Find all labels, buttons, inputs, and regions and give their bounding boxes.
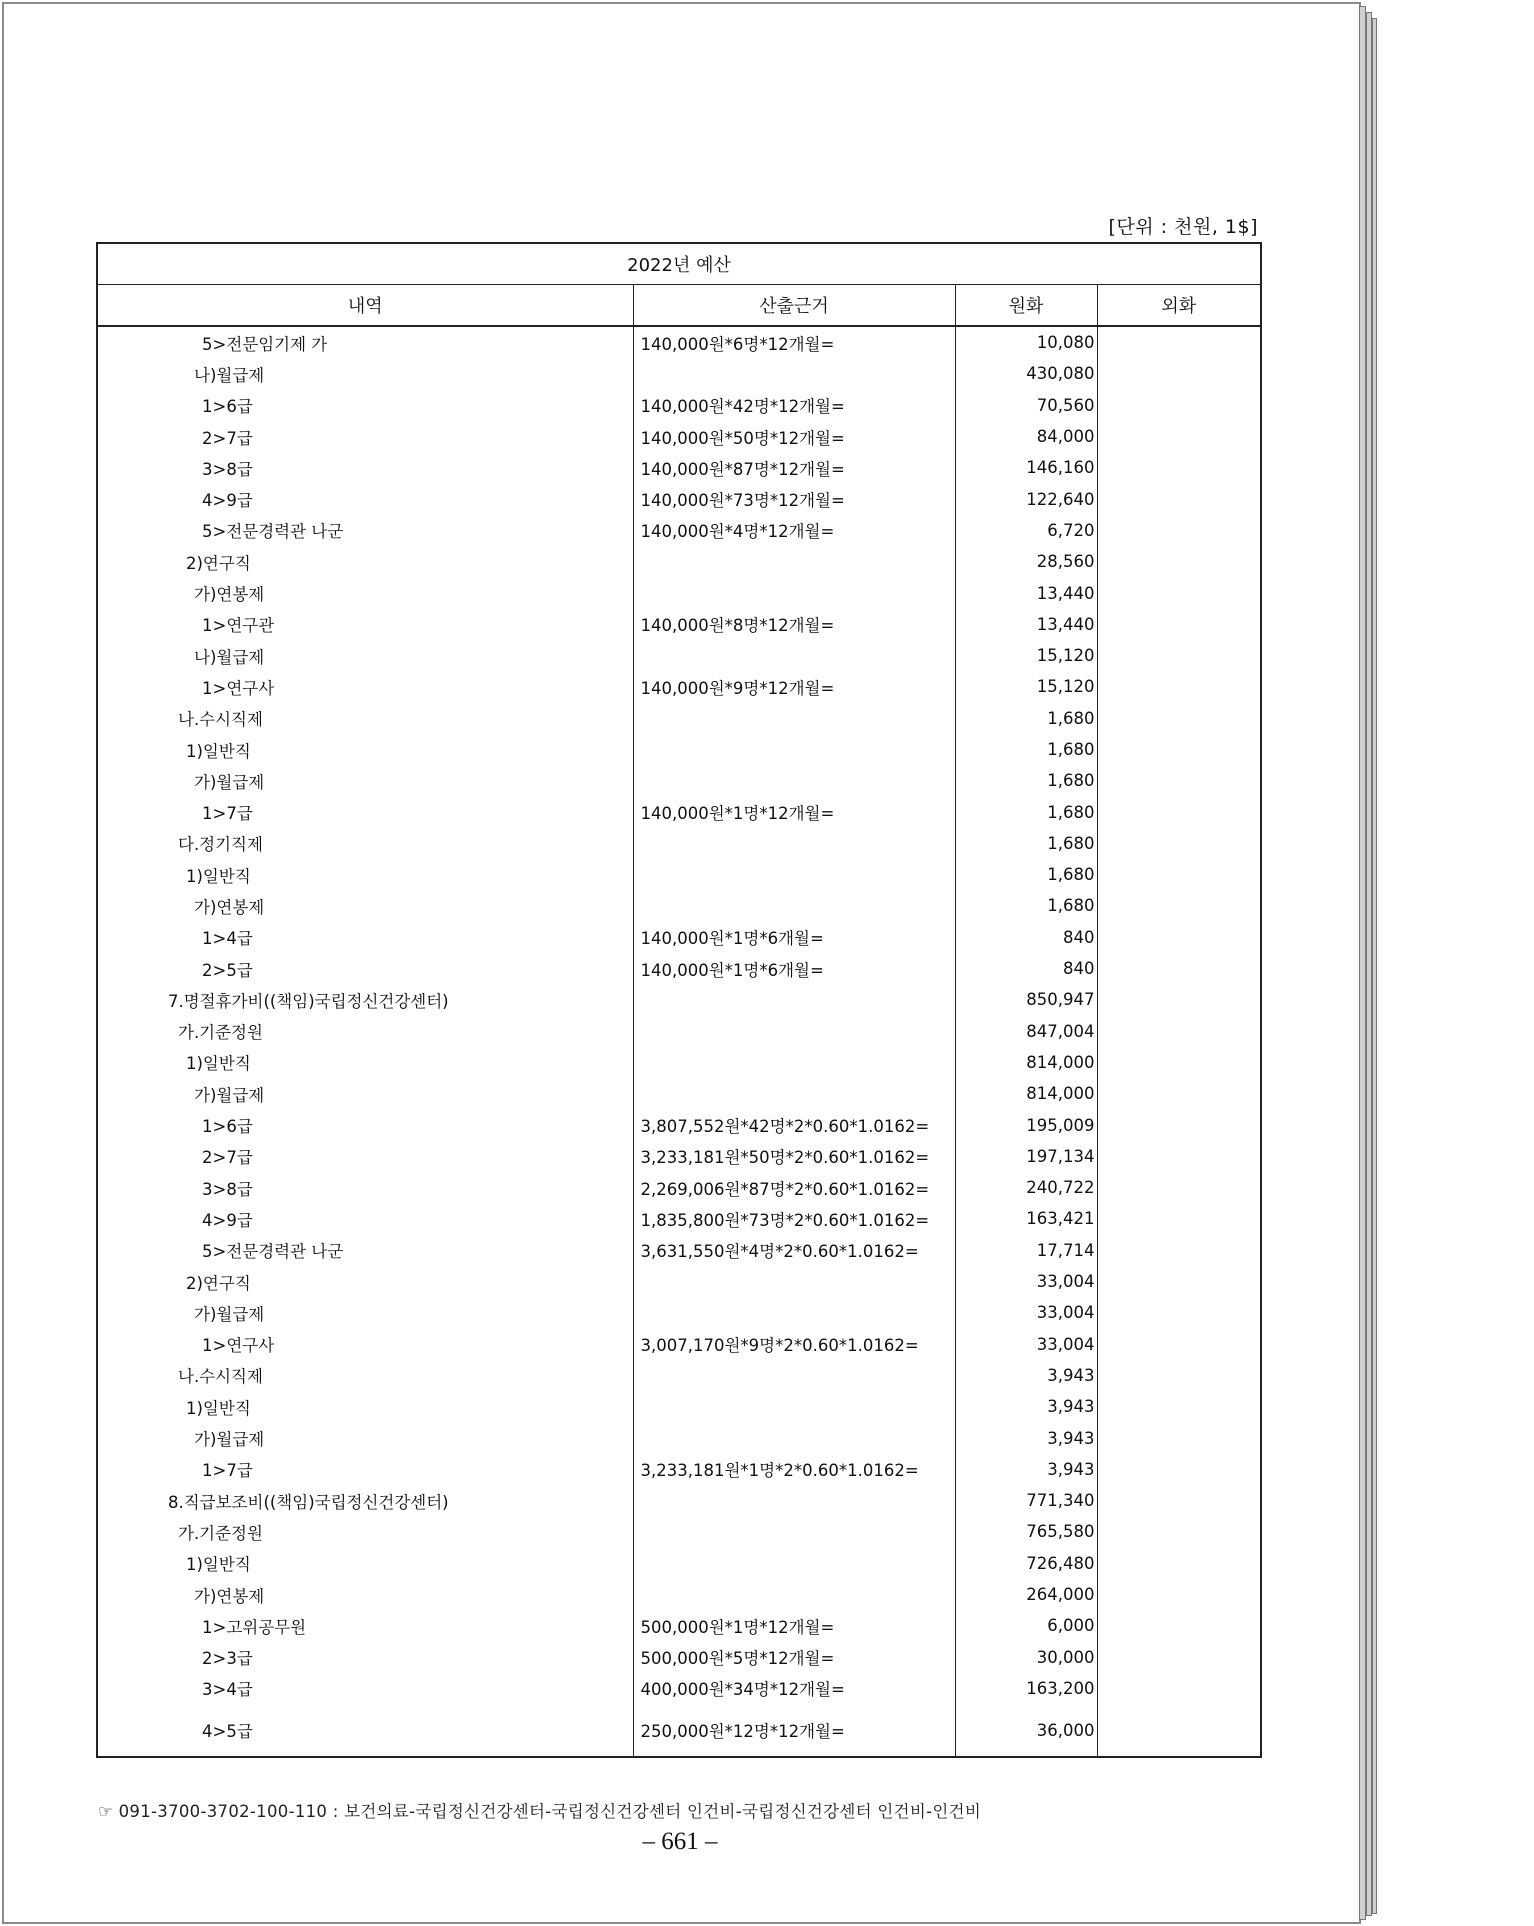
row-amount-foreign — [1097, 1235, 1261, 1266]
row-item-label: 가.기준정원 — [97, 1516, 633, 1547]
row-item-label: 가.기준정원 — [97, 1016, 633, 1047]
row-amount-foreign — [1097, 1610, 1261, 1641]
row-item-label: 가)월급제 — [97, 1078, 633, 1109]
row-calculation-basis: 140,000원*1명*12개월= — [633, 796, 955, 827]
row-item-label: 4>9급 — [97, 1203, 633, 1234]
table-row — [97, 796, 1261, 827]
row-amount-foreign — [1097, 984, 1261, 1015]
table-row — [97, 1548, 1261, 1579]
row-amount-foreign — [1097, 1422, 1261, 1453]
table-row — [97, 890, 1261, 921]
row-calculation-basis: 1,835,800원*73명*2*0.60*1.0162= — [633, 1203, 955, 1234]
row-item-label: 5>전문경력관 나군 — [97, 515, 633, 546]
table-row — [97, 390, 1261, 421]
row-calculation-basis: 500,000원*1명*12개월= — [633, 1610, 955, 1641]
table-title: 2022년 예산 — [97, 243, 1261, 285]
row-amount-krw: 30,000 — [955, 1641, 1097, 1672]
row-amount-krw: 10,080 — [955, 326, 1097, 358]
row-item-label: 1>연구사 — [97, 1329, 633, 1360]
row-calculation-basis — [633, 1266, 955, 1297]
row-amount-foreign — [1097, 1078, 1261, 1109]
table-row — [97, 703, 1261, 734]
table-row — [97, 859, 1261, 890]
row-calculation-basis: 3,233,181원*50명*2*0.60*1.0162= — [633, 1141, 955, 1172]
row-amount-krw: 3,943 — [955, 1360, 1097, 1391]
row-calculation-basis: 140,000원*4명*12개월= — [633, 515, 955, 546]
table-row — [97, 922, 1261, 953]
row-amount-krw: 3,943 — [955, 1422, 1097, 1453]
row-item-label: 8.직급보조비((책임)국립정신건강센터) — [97, 1485, 633, 1516]
table-row — [97, 1172, 1261, 1203]
row-amount-foreign — [1097, 1485, 1261, 1516]
row-amount-foreign — [1097, 390, 1261, 421]
table-row — [97, 1641, 1261, 1672]
table-row — [97, 1485, 1261, 1516]
row-calculation-basis — [633, 703, 955, 734]
row-amount-foreign — [1097, 859, 1261, 890]
row-item-label: 2)연구직 — [97, 546, 633, 577]
table-row — [97, 1329, 1261, 1360]
row-item-label: 1>연구사 — [97, 671, 633, 702]
row-item-label: 3>4급 — [97, 1673, 633, 1704]
row-calculation-basis — [633, 1078, 955, 1109]
row-item-label: 5>전문임기제 가 — [97, 326, 633, 358]
row-amount-foreign — [1097, 796, 1261, 827]
row-calculation-basis — [633, 358, 955, 389]
row-item-label: 나.수시직제 — [97, 1360, 633, 1391]
table-row — [97, 828, 1261, 859]
row-amount-krw: 13,440 — [955, 609, 1097, 640]
row-amount-krw: 814,000 — [955, 1078, 1097, 1109]
table-row — [97, 1109, 1261, 1140]
row-amount-krw: 36,000 — [955, 1704, 1097, 1757]
row-calculation-basis — [633, 1297, 955, 1328]
table-row — [97, 515, 1261, 546]
row-amount-krw: 430,080 — [955, 358, 1097, 389]
row-calculation-basis — [633, 1485, 955, 1516]
row-amount-krw: 84,000 — [955, 421, 1097, 452]
row-amount-foreign — [1097, 483, 1261, 514]
row-amount-krw: 771,340 — [955, 1485, 1097, 1516]
row-amount-foreign — [1097, 326, 1261, 358]
row-calculation-basis — [633, 1579, 955, 1610]
row-calculation-basis — [633, 734, 955, 765]
table-row — [97, 609, 1261, 640]
row-calculation-basis: 140,000원*8명*12개월= — [633, 609, 955, 640]
row-amount-foreign — [1097, 1141, 1261, 1172]
table-row — [97, 577, 1261, 608]
row-calculation-basis — [633, 828, 955, 859]
table-row — [97, 421, 1261, 452]
table-row — [97, 734, 1261, 765]
table-row — [97, 1422, 1261, 1453]
row-calculation-basis: 3,233,181원*1명*2*0.60*1.0162= — [633, 1454, 955, 1485]
row-item-label: 3>8급 — [97, 1172, 633, 1203]
row-amount-foreign — [1097, 546, 1261, 577]
row-amount-krw: 163,200 — [955, 1673, 1097, 1704]
table-row — [97, 1704, 1261, 1757]
row-amount-foreign — [1097, 577, 1261, 608]
table-row — [97, 640, 1261, 671]
row-amount-krw: 264,000 — [955, 1579, 1097, 1610]
table-row — [97, 765, 1261, 796]
row-amount-krw: 163,421 — [955, 1203, 1097, 1234]
row-amount-foreign — [1097, 734, 1261, 765]
table-row — [97, 1203, 1261, 1234]
row-calculation-basis: 140,000원*42명*12개월= — [633, 390, 955, 421]
row-amount-foreign — [1097, 452, 1261, 483]
table-row — [97, 671, 1261, 702]
row-item-label: 다.정기직제 — [97, 828, 633, 859]
row-amount-foreign — [1097, 609, 1261, 640]
row-calculation-basis — [633, 890, 955, 921]
row-amount-foreign — [1097, 1548, 1261, 1579]
row-item-label: 가)연봉제 — [97, 890, 633, 921]
row-calculation-basis: 500,000원*5명*12개월= — [633, 1641, 955, 1672]
table-row — [97, 953, 1261, 984]
page-stack-edge — [1359, 6, 1366, 1920]
row-item-label: 2)연구직 — [97, 1266, 633, 1297]
table-row — [97, 1078, 1261, 1109]
row-amount-foreign — [1097, 890, 1261, 921]
row-amount-foreign — [1097, 1329, 1261, 1360]
row-item-label: 가)연봉제 — [97, 1579, 633, 1610]
row-amount-krw: 15,120 — [955, 640, 1097, 671]
row-calculation-basis: 140,000원*9명*12개월= — [633, 671, 955, 702]
row-calculation-basis — [633, 1360, 955, 1391]
table-row — [97, 326, 1261, 358]
row-item-label: 1>7급 — [97, 1454, 633, 1485]
row-amount-foreign — [1097, 1673, 1261, 1704]
row-amount-krw: 195,009 — [955, 1109, 1097, 1140]
row-amount-foreign — [1097, 922, 1261, 953]
row-calculation-basis: 140,000원*50명*12개월= — [633, 421, 955, 452]
row-calculation-basis: 3,007,170원*9명*2*0.60*1.0162= — [633, 1329, 955, 1360]
row-item-label: 2>7급 — [97, 421, 633, 452]
row-amount-krw: 1,680 — [955, 734, 1097, 765]
row-amount-foreign — [1097, 640, 1261, 671]
row-amount-krw: 17,714 — [955, 1235, 1097, 1266]
row-item-label: 가)월급제 — [97, 1297, 633, 1328]
row-amount-foreign — [1097, 1109, 1261, 1140]
row-calculation-basis — [633, 1516, 955, 1547]
table-row — [97, 1297, 1261, 1328]
page-stack-edge — [1372, 18, 1377, 1914]
row-calculation-basis: 140,000원*73명*12개월= — [633, 483, 955, 514]
footer-note: ☞ 091-3700-3702-100-110 : 보건의료-국립정신건강센터-국립정신건강센터 인건비-국립정신건강센터 인건비-인건비 — [98, 1802, 982, 1821]
row-item-label: 1>4급 — [97, 922, 633, 953]
row-amount-foreign — [1097, 358, 1261, 389]
row-amount-krw: 1,680 — [955, 765, 1097, 796]
row-calculation-basis: 140,000원*6명*12개월= — [633, 326, 955, 358]
row-amount-foreign — [1097, 1704, 1261, 1757]
row-item-label: 1)일반직 — [97, 734, 633, 765]
row-amount-krw: 6,000 — [955, 1610, 1097, 1641]
row-amount-foreign — [1097, 1172, 1261, 1203]
row-amount-krw: 28,560 — [955, 546, 1097, 577]
row-amount-foreign — [1097, 515, 1261, 546]
row-calculation-basis: 140,000원*1명*6개월= — [633, 953, 955, 984]
row-calculation-basis: 2,269,006원*87명*2*0.60*1.0162= — [633, 1172, 955, 1203]
row-amount-krw: 33,004 — [955, 1266, 1097, 1297]
row-calculation-basis: 250,000원*12명*12개월= — [633, 1704, 955, 1757]
table-row — [97, 1141, 1261, 1172]
row-amount-foreign — [1097, 953, 1261, 984]
row-item-label: 7.명절휴가비((책임)국립정신건강센터) — [97, 984, 633, 1015]
row-calculation-basis — [633, 859, 955, 890]
row-amount-krw: 840 — [955, 953, 1097, 984]
row-amount-krw: 847,004 — [955, 1016, 1097, 1047]
row-amount-krw: 3,943 — [955, 1391, 1097, 1422]
header-foreign: 외화 — [1097, 285, 1261, 327]
row-calculation-basis — [633, 1016, 955, 1047]
page-number: – 661 – — [642, 1828, 718, 1855]
row-calculation-basis: 3,807,552원*42명*2*0.60*1.0162= — [633, 1109, 955, 1140]
row-item-label: 1)일반직 — [97, 1047, 633, 1078]
row-calculation-basis — [633, 546, 955, 577]
row-calculation-basis — [633, 577, 955, 608]
row-amount-foreign — [1097, 421, 1261, 452]
table-row — [97, 1360, 1261, 1391]
row-amount-krw: 33,004 — [955, 1329, 1097, 1360]
row-amount-krw: 840 — [955, 922, 1097, 953]
table-row — [97, 1516, 1261, 1547]
row-amount-foreign — [1097, 765, 1261, 796]
row-item-label: 가)월급제 — [97, 1422, 633, 1453]
row-amount-foreign — [1097, 1016, 1261, 1047]
row-amount-krw: 197,134 — [955, 1141, 1097, 1172]
budget-table — [96, 242, 1262, 1758]
row-item-label: 1>6급 — [97, 1109, 633, 1140]
row-amount-foreign — [1097, 1454, 1261, 1485]
row-amount-foreign — [1097, 1641, 1261, 1672]
row-item-label: 나)월급제 — [97, 640, 633, 671]
row-calculation-basis: 140,000원*1명*6개월= — [633, 922, 955, 953]
header-item: 내역 — [97, 285, 633, 327]
table-row — [97, 1579, 1261, 1610]
row-amount-krw: 6,720 — [955, 515, 1097, 546]
header-basis: 산출근거 — [633, 285, 955, 327]
table-row — [97, 546, 1261, 577]
row-amount-krw: 70,560 — [955, 390, 1097, 421]
row-calculation-basis — [633, 640, 955, 671]
row-amount-krw: 1,680 — [955, 890, 1097, 921]
row-amount-krw: 3,943 — [955, 1454, 1097, 1485]
row-amount-foreign — [1097, 1297, 1261, 1328]
row-amount-foreign — [1097, 828, 1261, 859]
row-item-label: 1)일반직 — [97, 1548, 633, 1579]
row-item-label: 1)일반직 — [97, 859, 633, 890]
row-amount-krw: 1,680 — [955, 859, 1097, 890]
row-calculation-basis: 140,000원*87명*12개월= — [633, 452, 955, 483]
table-row — [97, 1454, 1261, 1485]
table-row — [97, 1391, 1261, 1422]
table-row — [97, 1266, 1261, 1297]
table-row — [97, 358, 1261, 389]
row-amount-krw: 814,000 — [955, 1047, 1097, 1078]
table-row — [97, 1047, 1261, 1078]
row-item-label: 가)월급제 — [97, 765, 633, 796]
row-amount-foreign — [1097, 671, 1261, 702]
row-item-label: 2>7급 — [97, 1141, 633, 1172]
row-amount-krw: 15,120 — [955, 671, 1097, 702]
row-item-label: 2>3급 — [97, 1641, 633, 1672]
row-item-label: 가)연봉제 — [97, 577, 633, 608]
row-calculation-basis — [633, 984, 955, 1015]
row-item-label: 1>6급 — [97, 390, 633, 421]
row-calculation-basis: 3,631,550원*4명*2*0.60*1.0162= — [633, 1235, 955, 1266]
row-amount-krw: 122,640 — [955, 483, 1097, 514]
row-amount-krw: 13,440 — [955, 577, 1097, 608]
row-item-label: 나.수시직제 — [97, 703, 633, 734]
row-amount-foreign — [1097, 1266, 1261, 1297]
row-item-label: 1>7급 — [97, 796, 633, 827]
row-amount-foreign — [1097, 1047, 1261, 1078]
row-item-label: 4>5급 — [97, 1704, 633, 1757]
row-amount-krw: 240,722 — [955, 1172, 1097, 1203]
row-calculation-basis — [633, 1422, 955, 1453]
row-amount-krw: 850,947 — [955, 984, 1097, 1015]
row-calculation-basis — [633, 1548, 955, 1579]
table-row — [97, 984, 1261, 1015]
table-row — [97, 483, 1261, 514]
row-amount-foreign — [1097, 1579, 1261, 1610]
row-amount-krw: 765,580 — [955, 1516, 1097, 1547]
row-item-label: 1>연구관 — [97, 609, 633, 640]
table-row — [97, 1610, 1261, 1641]
row-amount-krw: 1,680 — [955, 703, 1097, 734]
row-amount-krw: 726,480 — [955, 1548, 1097, 1579]
row-amount-foreign — [1097, 1203, 1261, 1234]
row-amount-foreign — [1097, 1391, 1261, 1422]
row-amount-foreign — [1097, 703, 1261, 734]
row-amount-krw: 1,680 — [955, 828, 1097, 859]
table-row — [97, 1235, 1261, 1266]
row-calculation-basis — [633, 1047, 955, 1078]
row-calculation-basis — [633, 1391, 955, 1422]
row-calculation-basis: 400,000원*34명*12개월= — [633, 1673, 955, 1704]
row-item-label: 4>9급 — [97, 483, 633, 514]
row-amount-krw: 146,160 — [955, 452, 1097, 483]
table-row — [97, 452, 1261, 483]
row-item-label: 1)일반직 — [97, 1391, 633, 1422]
header-krw: 원화 — [955, 285, 1097, 327]
unit-label: [단위 : 천원, 1$] — [1108, 216, 1258, 238]
row-amount-krw: 33,004 — [955, 1297, 1097, 1328]
row-calculation-basis — [633, 765, 955, 796]
row-amount-foreign — [1097, 1360, 1261, 1391]
table-row — [97, 1673, 1261, 1704]
row-item-label: 2>5급 — [97, 953, 633, 984]
row-amount-krw: 1,680 — [955, 796, 1097, 827]
budget-table-body — [97, 326, 1261, 1757]
row-amount-foreign — [1097, 1516, 1261, 1547]
table-row — [97, 1016, 1261, 1047]
row-item-label: 1>고위공무원 — [97, 1610, 633, 1641]
row-item-label: 나)월급제 — [97, 358, 633, 389]
row-item-label: 5>전문경력관 나군 — [97, 1235, 633, 1266]
row-item-label: 3>8급 — [97, 452, 633, 483]
